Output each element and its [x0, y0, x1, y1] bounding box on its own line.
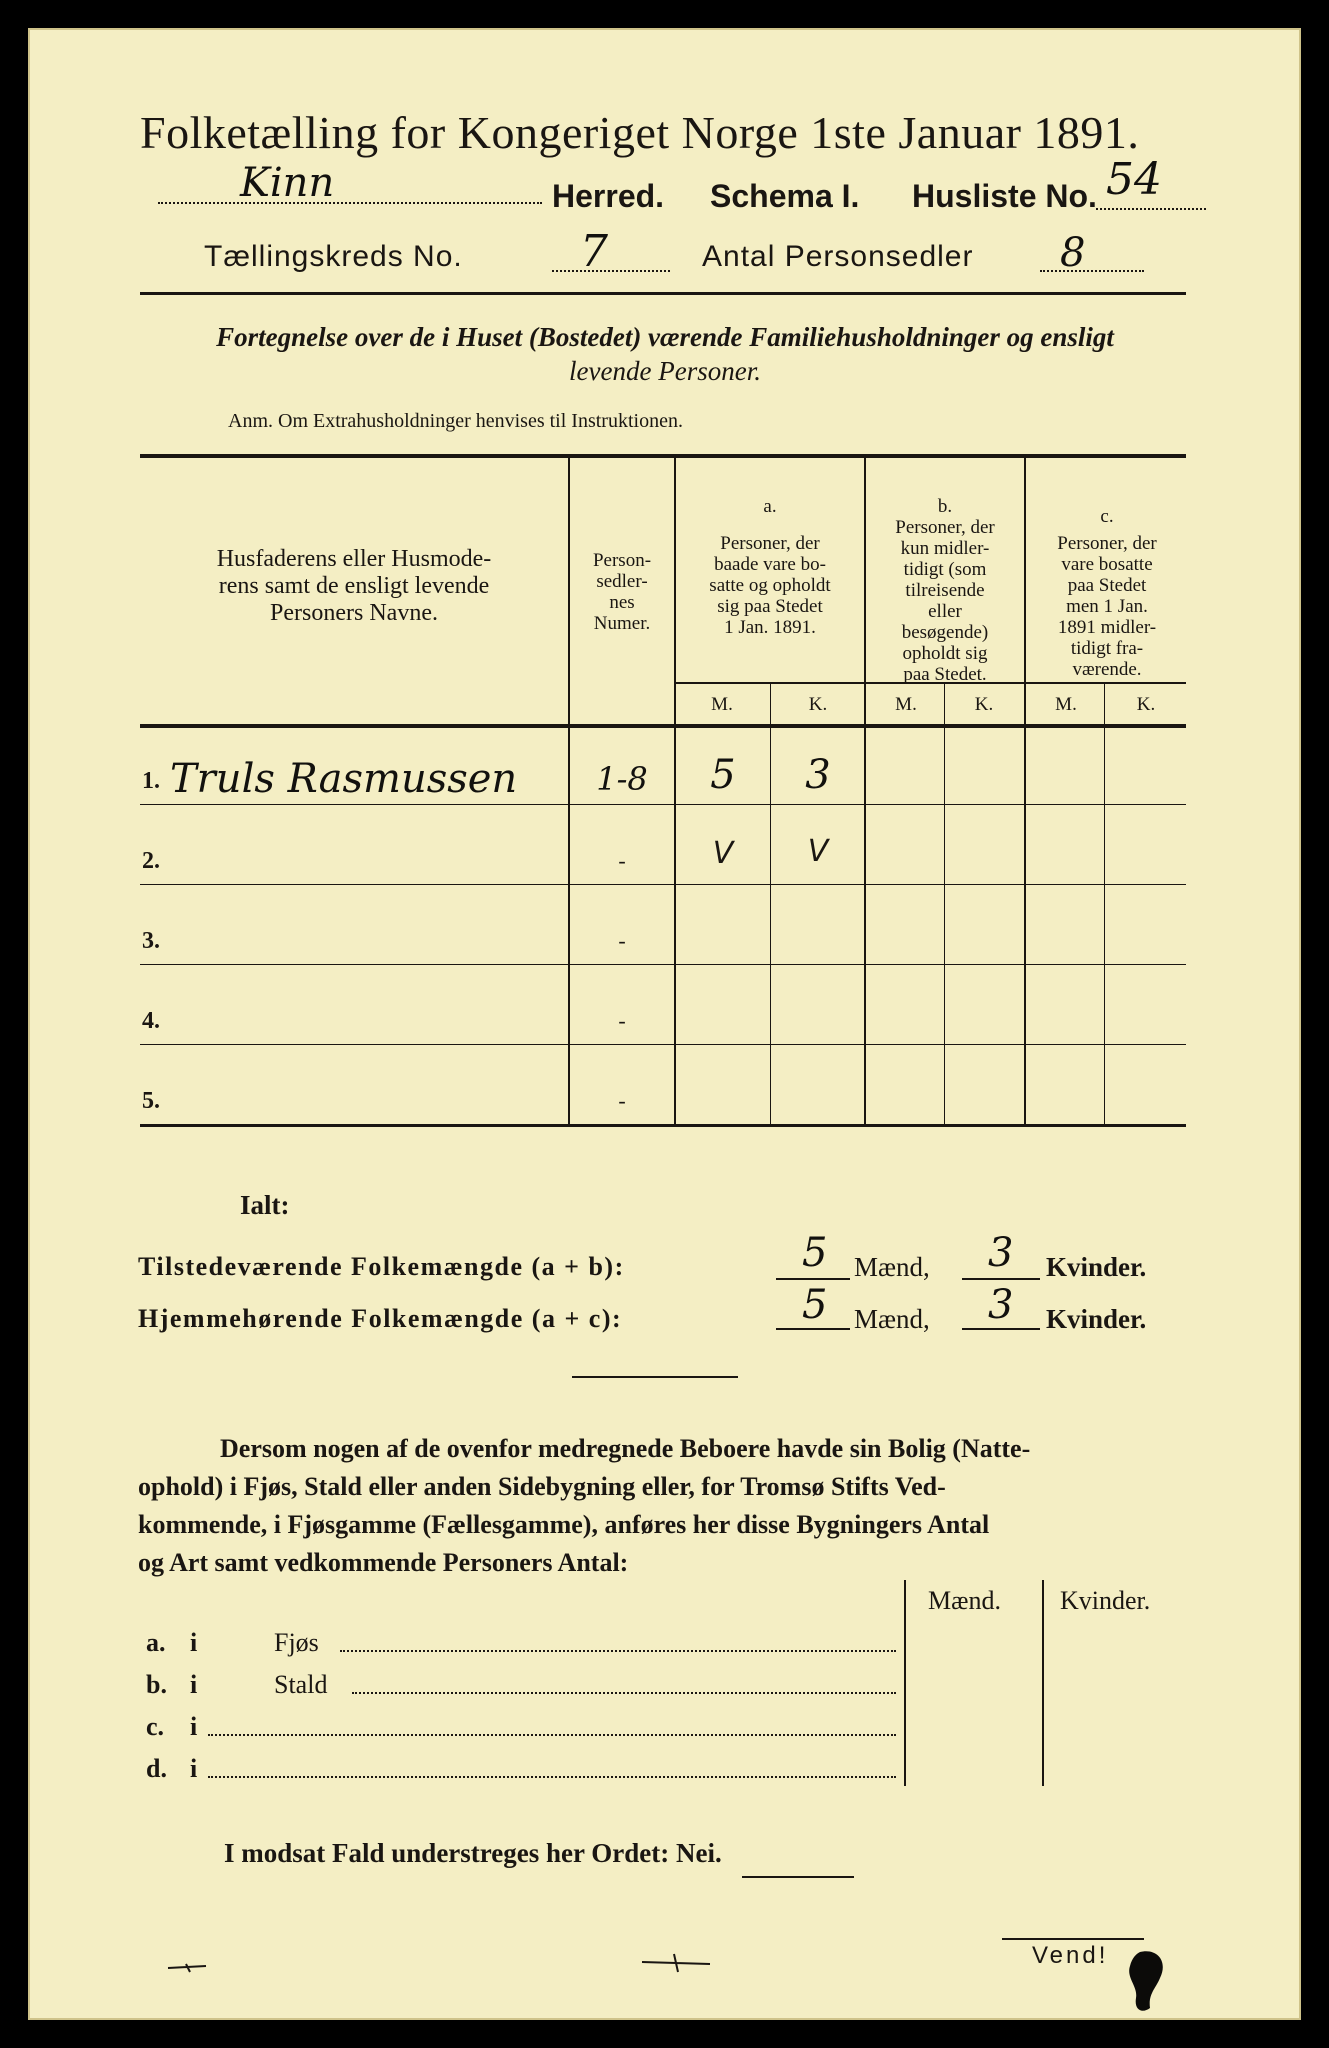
col-b-line-8: paa Stedet. [903, 664, 987, 685]
row-1-num: 1. [142, 768, 160, 794]
antal-dotline [1040, 270, 1144, 272]
bygning-item-b-prep: i [190, 1670, 198, 1699]
col-b-line-2: kun midler- [900, 538, 990, 559]
stray-mark-center [640, 1950, 720, 1974]
vend-rule [1002, 1938, 1144, 1940]
col-a-line-4: sig paa Stedet [717, 596, 823, 617]
col-numer-line-1: Person- [592, 550, 652, 571]
hjemme-label: Hjemmehørende Folkemængde (a + c): [138, 1304, 623, 1333]
bygning-item-a-letter: a. [146, 1628, 166, 1657]
col-a-line-2: baade vare bo- [714, 554, 826, 575]
bygning-para [138, 1430, 1198, 1582]
hjemme-k-value: 3 [988, 1282, 1014, 1328]
divider-short [572, 1376, 738, 1378]
bygning-item-d-prep: i [190, 1754, 198, 1783]
row-rule-1 [140, 804, 1186, 805]
hjemme-m-value: 5 [802, 1282, 828, 1328]
antal-value: 8 [1060, 230, 1086, 276]
col-b-line-4: tilreisende [905, 580, 985, 601]
stray-mark-left [166, 1958, 216, 1978]
husliste-label: Husliste No. [912, 178, 1097, 214]
row-rule-3 [140, 964, 1186, 965]
bygning-item-d-dots [208, 1776, 896, 1778]
row-3-num: 3. [142, 928, 160, 954]
vrule-b-mk [944, 684, 945, 1126]
col-numer-line-3: nes [609, 592, 635, 613]
form-title: Folketælling for Kongeriget Norge 1ste Januar 1891. [140, 107, 1140, 158]
col-c-line-7: værende. [1072, 659, 1142, 680]
hjemme-m-line [776, 1328, 850, 1330]
table-top-rule [140, 454, 1186, 458]
bygning-item-b-letter: b. [146, 1670, 167, 1699]
col-c-line-4: men 1 Jan. [1066, 596, 1148, 617]
col-header-b [866, 496, 1024, 685]
tilstede-m-value: 5 [802, 1230, 828, 1276]
herred-value: Kinn [240, 160, 335, 206]
bygning-vrule-2 [1042, 1580, 1044, 1786]
table-bottom-rule [140, 1124, 1186, 1127]
col-c-line-3: paa Stedet [1067, 575, 1147, 596]
col-c-line-5: 1891 midler- [1057, 617, 1157, 638]
col-a-line-3: satte og opholdt [709, 575, 831, 596]
nei-underline [742, 1876, 854, 1878]
schema-label: Schema I. [710, 178, 860, 214]
row-4-numer: - [618, 1008, 626, 1033]
col-names-line-2: rens samt de ensligt levende [218, 573, 490, 599]
col-c-line-6: tidigt fra- [1070, 638, 1144, 659]
bygning-para-line-3: kommende, i Fjøsgamme (Fællesgamme), anføres her disse Bygningers Antal [138, 1510, 990, 1539]
census-form-sheet [28, 28, 1301, 2020]
vend-label: Vend! [1032, 1942, 1109, 1969]
tilstede-kvinder: Kvinder. [1046, 1252, 1147, 1282]
row-5-num: 5. [142, 1088, 160, 1114]
bygning-vrule-1 [904, 1580, 906, 1786]
col-c-line-1: Personer, der [1057, 533, 1157, 554]
mk-label-c-k: K. [1136, 694, 1156, 715]
col-b-line-5: eller [928, 601, 962, 622]
tilstede-k-value: 3 [988, 1230, 1014, 1276]
bygning-item-b-label: Stald [274, 1670, 328, 1699]
row-1-a-m: 5 [710, 752, 736, 798]
husliste-dotline [1096, 208, 1206, 210]
vrule-c-mk [1104, 684, 1105, 1126]
header-sep-rule [140, 724, 1186, 728]
row-3-numer: - [618, 928, 626, 953]
antal-label: Antal Personsedler [702, 240, 974, 273]
col-header-numer [570, 550, 674, 634]
bygning-item-a-label: Fjøs [274, 1628, 319, 1657]
col-c-line-2: vare bosatte [1061, 554, 1153, 575]
hjemme-k-line [962, 1328, 1040, 1330]
mk-label-a-k: K. [808, 694, 828, 715]
bygning-para-line-1: Dersom nogen af de ovenfor medregnede Beboere havde sin Bolig (Natte- [220, 1434, 1031, 1463]
row-1-a-k: 3 [805, 752, 831, 798]
row-4-num: 4. [142, 1008, 160, 1034]
bygning-item-c-dots [208, 1734, 896, 1736]
mk-label-b-k: K. [974, 694, 994, 715]
col-b-letter: b. [937, 496, 953, 517]
col-b-line-7: opholdt sig [902, 643, 988, 664]
bygning-item-c-prep: i [190, 1712, 198, 1741]
ink-blot [1118, 1948, 1178, 2018]
tilstede-label: Tilstedeværende Folkemængde (a + b): [138, 1252, 625, 1281]
col-b-line-3: tidigt (som [903, 559, 987, 580]
row-rule-4 [140, 1044, 1186, 1045]
col-numer-line-4: Numer. [593, 613, 651, 634]
row-rule-2 [140, 884, 1186, 885]
bygning-col-kvinder: Kvinder. [1060, 1586, 1151, 1615]
intro-line-1: Fortegnelse over de i Huset (Bostedet) værende Familiehusholdninger og ensligt [216, 322, 1114, 352]
row-5-numer: - [618, 1088, 626, 1113]
col-a-line-1: Personer, der [720, 533, 820, 554]
bygning-item-c-letter: c. [146, 1712, 165, 1741]
col-a-letter: a. [763, 496, 777, 517]
intro-line-2: levende Personer. [569, 356, 761, 386]
header-rule [140, 292, 1186, 295]
husliste-value: 54 [1106, 154, 1162, 205]
col-b-line-1: Personer, der [895, 517, 995, 538]
bygning-para-line-4: og Art samt vedkommende Personers Antal: [138, 1548, 629, 1577]
mk-label-a-m: M. [711, 694, 733, 715]
col-names-line-3: Personers Navne. [270, 600, 438, 626]
bygning-item-b-dots [352, 1692, 896, 1694]
row-2-a-m: V [712, 836, 734, 871]
tilstede-m-line [776, 1278, 850, 1280]
col-header-c [1026, 506, 1188, 680]
hjemme-kvinder: Kvinder. [1046, 1304, 1147, 1334]
col-b-line-6: besøgende) [901, 622, 989, 643]
kreds-value: 7 [580, 226, 608, 277]
row-2-num: 2. [142, 848, 160, 874]
col-header-a [676, 496, 864, 638]
tilstede-k-line [962, 1278, 1040, 1280]
mk-label-c-m: M. [1055, 694, 1077, 715]
row-2-numer: - [618, 848, 626, 873]
tilstede-maend: Mænd, [854, 1252, 930, 1282]
herred-label: Herred. [552, 178, 665, 214]
row-1-name: Truls Rasmussen [170, 756, 518, 802]
row-2-a-k: V [807, 834, 829, 869]
kreds-dotline [552, 270, 670, 272]
bygning-item-a-dots [340, 1650, 896, 1652]
herred-dotline [158, 202, 542, 204]
bygning-item-d-letter: d. [146, 1754, 167, 1783]
hjemme-maend: Mænd, [854, 1304, 930, 1334]
mk-label-b-m: M. [895, 694, 917, 715]
col-a-line-5: 1 Jan. 1891. [724, 617, 816, 638]
col-c-letter: c. [1100, 506, 1114, 527]
bygning-item-a-prep: i [190, 1628, 198, 1657]
col-names-line-1: Husfaderens eller Husmode- [216, 546, 492, 572]
kreds-label: Tællingskreds No. [204, 240, 463, 273]
ialt-label: Ialt: [240, 1190, 290, 1220]
col-header-names [142, 546, 566, 627]
row-1-numer: 1-8 [596, 760, 648, 798]
bygning-para-line-2: ophold) i Fjøs, Stald eller anden Sidebygning eller, for Tromsø Stifts Ved- [138, 1472, 946, 1501]
vrule-a-mk [770, 684, 771, 1126]
col-numer-line-2: sedler- [596, 571, 648, 592]
modsat-note: I modsat Fald understreges her Ordet: Nei. [224, 1838, 722, 1868]
anm-note: Anm. Om Extrahusholdninger henvises til Instruktionen. [228, 410, 683, 432]
bygning-col-maend: Mænd. [928, 1586, 1001, 1615]
